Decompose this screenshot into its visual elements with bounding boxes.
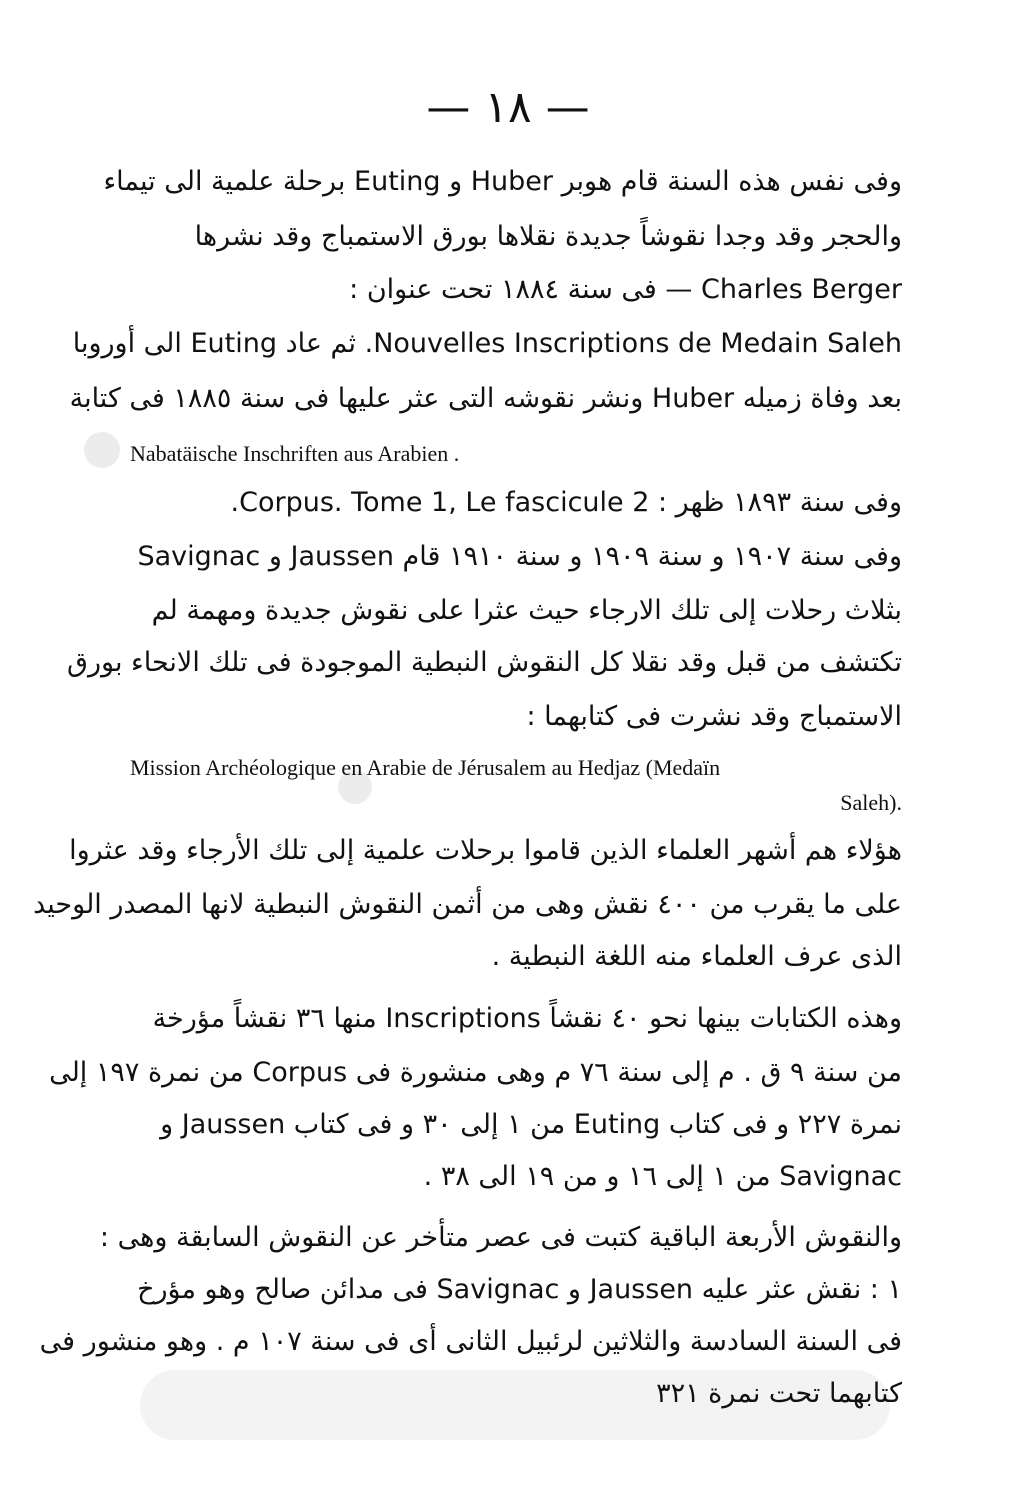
text-line: على ما يقرب من ٤٠٠ نقش وهى من أثمن النقوش النبطية لانها المصدر الوحيد: [33, 889, 902, 920]
text-line: فى السنة السادسة والثلاثين لرئبيل الثانى أى فى سنة ١٠٧ م . وهو منشور فى: [39, 1326, 902, 1357]
scan-spot: [84, 432, 120, 468]
text-line: الاستمباج وقد نشرت فى كتابهما :: [526, 701, 902, 732]
text-line: بثلاث رحلات إلى تلك الارجاء حيث عثرا على نقوش جديدة ومهمة لم: [151, 595, 902, 626]
text-line: وفى سنة ١٩٠٧ و سنة ١٩٠٩ و سنة ١٩١٠ قام Jaussen و Savignac: [137, 541, 902, 572]
text-line: Nabatäische Inschriften aus Arabien .: [130, 441, 460, 466]
text-line: نمرة ٢٢٧ و فى كتاب Euting من ١ إلى ٣٠ و فى كتاب Jaussen و: [160, 1109, 902, 1140]
text-line: كتابهما تحت نمرة ٣٢١: [656, 1378, 902, 1409]
text-line: وفى سنة ١٨٩٣ ظهر : Corpus. Tome 1, Le fascicule 2.: [230, 487, 902, 518]
text-line: الذى عرف العلماء منه اللغة النبطية .: [491, 941, 902, 972]
text-line: تكتشف من قبل وقد نقلا كل النقوش النبطية الموجودة فى تلك الانحاء بورق: [67, 647, 902, 678]
text-line: وهذه الكتابات بينها نحو ٤٠ نقشاً Inscriptions منها ٣٦ نقشاً مؤرخة: [152, 1003, 902, 1034]
text-line: Nouvelles Inscriptions de Medain Saleh. ثم عاد Euting الى أوروبا: [72, 328, 902, 359]
text-line: وفى نفس هذه السنة قام هوبر Huber و Euting برحلة علمية الى تيماء: [103, 166, 902, 197]
text-line: والنقوش الأربعة الباقية كتبت فى عصر متأخر عن النقوش السابقة وهى :: [99, 1222, 902, 1253]
text-line: Savignac من ١ إلى ١٦ و من ١٩ الى ٣٨ .: [423, 1161, 902, 1192]
text-line: Mission Archéologique en Arabie de Jérusalem au Hedjaz (Medaïn: [130, 755, 721, 780]
text-line: من سنة ٩ ق . م إلى سنة ٧٦ م وهى منشورة فى Corpus من نمرة ١٩٧ إلى: [49, 1057, 902, 1088]
text-line: Charles Berger — فى سنة ١٨٨٤ تحت عنوان :: [349, 274, 902, 305]
text-line: بعد وفاة زميله Huber ونشر نقوشه التى عثر عليها فى سنة ١٨٨٥ فى كتابة: [69, 383, 902, 414]
text-line: Saleh).: [840, 790, 902, 815]
text-line: هؤلاء هم أشهر العلماء الذين قاموا برحلات علمية إلى تلك الأرجاء وقد عثروا: [69, 835, 902, 866]
text-line: ١ : نقش عثر عليه Jaussen و Savignac فى مدائن صالح وهو مؤرخ: [137, 1274, 902, 1305]
page-number: — ١٨ —: [426, 82, 590, 133]
text-line: والحجر وقد وجدا نقوشاً جديدة نقلاها بورق الاستمباج وقد نشرها: [194, 221, 902, 252]
